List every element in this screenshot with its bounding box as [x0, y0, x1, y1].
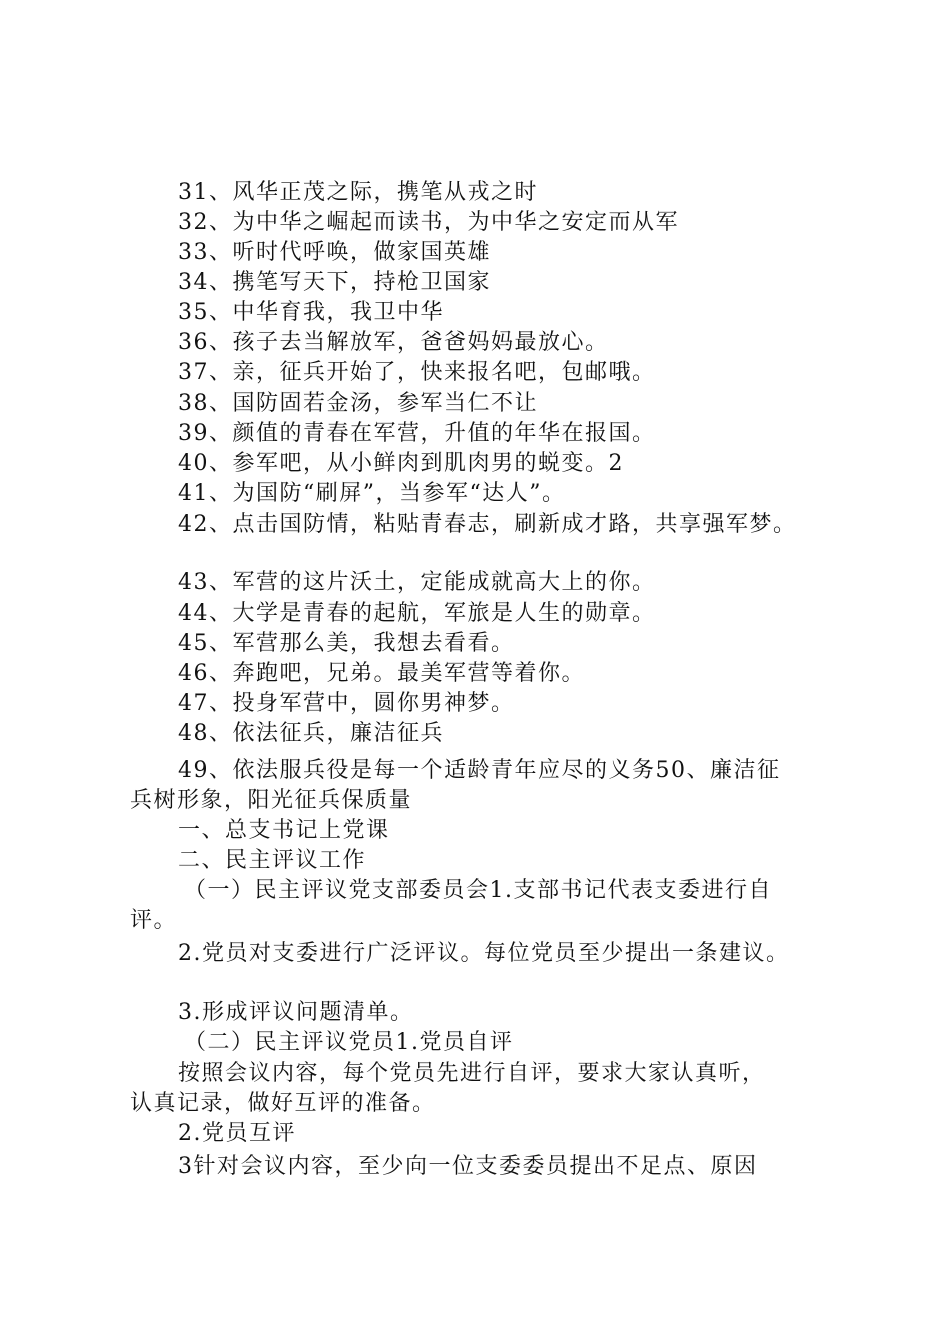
subsection-2: （二）民主评议党员1.党员自评: [184, 1030, 514, 1055]
slogan-35: 35、中华育我，我卫中华: [178, 300, 444, 325]
slogan-46: 46、奔跑吧，兄弟。最美军营等着你。: [178, 661, 585, 686]
item-2-committee-review: 2.党员对支委进行广泛评议。每位党员至少提出一条建议。: [178, 941, 790, 966]
slogan-41: 41、为国防“刷屏”，当参军“达人”。: [178, 481, 566, 506]
item-3-feedback: 3针对会议内容，至少向一位支委委员提出不足点、原因: [178, 1154, 758, 1179]
slogan-39: 39、颜值的青春在军营，升值的年华在报国。: [178, 421, 656, 446]
slogan-45: 45、军营那么美，我想去看看。: [178, 631, 515, 656]
slogan-47: 47、投身军营中，圆你男神梦。: [178, 691, 515, 716]
slogan-40: 40、参军吧，从小鲜肉到肌肉男的蜕变。2: [178, 451, 624, 476]
subsection-1: （一）民主评议党支部委员会1.支部书记代表支委进行自: [184, 878, 772, 903]
slogan-37: 37、亲，征兵开始了，快来报名吧，包邮哦。: [178, 360, 656, 385]
slogan-43: 43、军营的这片沃土，定能成就高大上的你。: [178, 570, 656, 595]
slogan-32: 32、为中华之崛起而读书，为中华之安定而从军: [178, 210, 679, 235]
slogan-31: 31、风华正茂之际，携笔从戎之时: [178, 180, 538, 205]
slogan-48: 48、依法征兵，廉洁征兵: [178, 721, 444, 746]
slogan-36: 36、孩子去当解放军，爸爸妈妈最放心。: [178, 330, 609, 355]
slogan-34: 34、携笔写天下，持枪卫国家: [178, 270, 491, 295]
slogan-42: 42、点击国防情，粘贴青春志，刷新成才路，共享强军梦。: [178, 512, 797, 537]
item-3-issue-list: 3.形成评议问题清单。: [178, 1000, 414, 1025]
item-2-peer-review: 2.党员互评: [178, 1121, 296, 1146]
slogan-49-50: 49、依法服兵役是每一个适龄青年应尽的义务50、廉洁征: [178, 758, 781, 783]
slogan-38: 38、国防固若金汤，参军当仁不让: [178, 391, 538, 416]
slogan-33: 33、听时代呼唤，做家国英雄: [178, 240, 491, 265]
self-review-paragraph: 按照会议内容，每个党员先进行自评，要求大家认真听，: [178, 1061, 766, 1086]
self-review-paragraph-continued: 认真记录，做好互评的准备。: [130, 1091, 436, 1116]
section-heading-2: 二、民主评议工作: [178, 848, 367, 873]
slogan-50-continued: 兵树形象，阳光征兵保质量: [130, 788, 413, 813]
section-heading-1: 一、总支书记上党课: [178, 818, 390, 843]
slogan-44: 44、大学是青春的起航，军旅是人生的勋章。: [178, 601, 656, 626]
subsection-1-continued: 评。: [130, 908, 178, 933]
